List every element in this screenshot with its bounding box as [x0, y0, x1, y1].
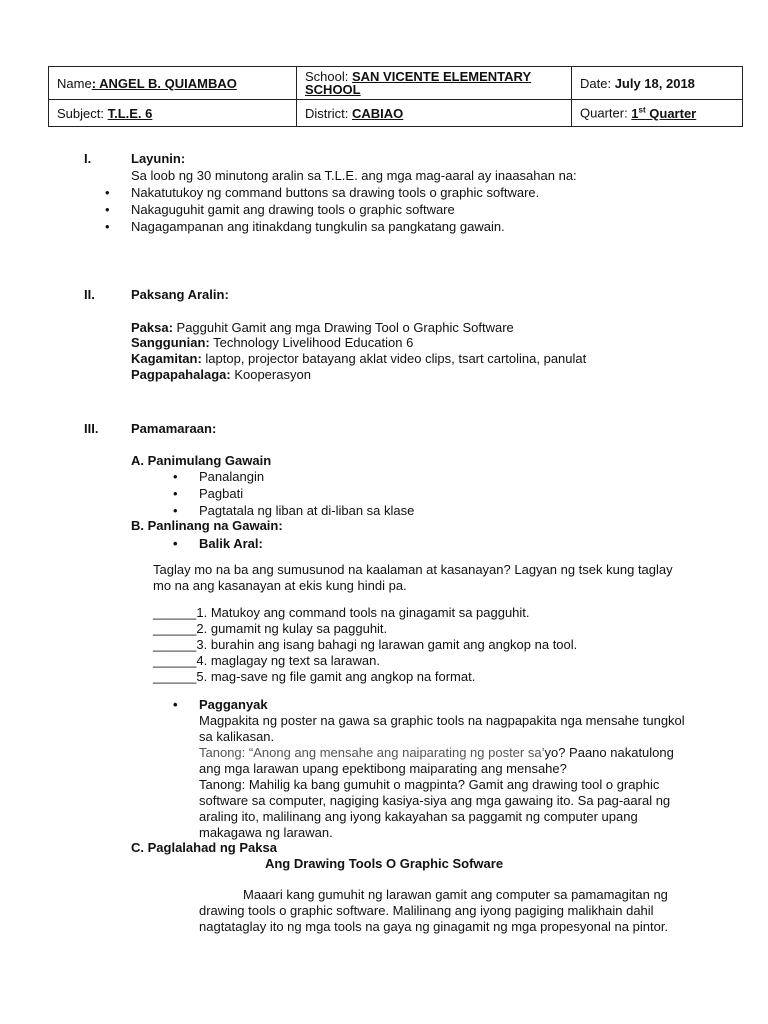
balik-aral: • Balik Aral:	[199, 536, 263, 552]
section1-bullet: • Nagagampanan ang itinakdang tungkulin sa pangkatang gawain.	[131, 219, 505, 235]
header-table	[48, 66, 743, 127]
a-item: • Pagbati	[199, 486, 243, 502]
quarter-cell	[572, 100, 743, 127]
quarter-label: Quarter:	[580, 105, 632, 121]
date-label: Date:	[580, 75, 615, 91]
school-value-line1: SAN VICENTE ELEMENTARY	[351, 69, 532, 84]
name-value: : ANGEL B. QUIAMBAO	[91, 75, 237, 91]
kagamitan-line: Kagamitan: laptop, projector batayang aklat video clips, tsart cartolina, panulat	[131, 351, 587, 366]
subject-cell	[49, 100, 297, 127]
c-para-line: Maaari kang gumuhit ng larawan gamit ang computer sa pamamagitan ng	[243, 887, 668, 902]
pagganyak-line: sa kalikasan.	[199, 729, 275, 744]
section1-bullet: • Nakatutukoy ng command buttons sa drawing tools o graphic software.	[131, 185, 539, 201]
paksa-line: Paksa: Pagguhit Gamit ang mga Drawing Tool o Graphic Software	[131, 320, 514, 335]
a-title: A. Panimulang Gawain	[131, 453, 272, 468]
tanong2-line: Tanong: Mahilig ka bang gumuhit o magpinta? Gamit ang drawing tool o graphic	[199, 777, 660, 792]
district-cell	[297, 100, 572, 127]
pagganyak-title: • Pagganyak	[199, 697, 268, 713]
b-title: B. Panlinang na Gawain:	[131, 518, 283, 533]
subject-value: T.L.E. 6	[107, 105, 153, 121]
district-label: District:	[305, 105, 352, 121]
district-value: CABIAO	[351, 105, 404, 121]
name-cell	[49, 67, 297, 100]
subject-label: Subject:	[57, 105, 108, 121]
tanong2-line: software sa computer, nagiging kasiya-siya ang mga gawaing ito. Sa pag-aaral ng	[199, 793, 671, 808]
date-cell	[572, 67, 743, 100]
section3-numeral: III.	[84, 421, 99, 436]
c-title: C. Paglalahad ng Paksa	[131, 840, 277, 855]
checklist-item: ______4. maglagay ng text sa larawan.	[153, 653, 380, 668]
school-label: School:	[305, 69, 352, 84]
pagpapahalaga-line: Pagpapahalaga: Kooperasyon	[131, 367, 311, 382]
checklist-item: ______1. Matukoy ang command tools na ginagamit sa pagguhit.	[153, 605, 530, 620]
checklist-item: ______5. mag-save ng file gamit ang angkop na format.	[153, 669, 476, 684]
taglay-line: mo na ang kasanayan at ekis kung hindi pa.	[153, 578, 407, 593]
section2-title: Paksang Aralin:	[131, 287, 229, 302]
tanong2-line: araling ito, malilinang ang iyong kakayahan sa paggamit ng computer upang	[199, 809, 638, 824]
section1-numeral: I.	[84, 151, 92, 166]
pagganyak-line: Magpakita ng poster na gawa sa graphic tools na nagpapakita nga mensahe tungkol	[199, 713, 685, 728]
tanong1-line: Tanong: “Anong ang mensahe ang naiparating ng poster sa’yo? Paano nakatulong	[199, 745, 674, 760]
tanong1-line2: ang mga larawan upang epektibong maiparating ang mensahe?	[199, 761, 567, 776]
c-heading: Ang Drawing Tools O Graphic Sofware	[264, 856, 504, 871]
school-cell	[297, 67, 572, 100]
checklist-item: ______3. burahin ang isang bahagi ng larawan gamit ang angkop na tool.	[153, 637, 578, 652]
sanggunian-line: Sanggunian: Technology Livelihood Education 6	[131, 335, 414, 350]
section3-title: Pamamaraan:	[131, 421, 217, 436]
checklist-item: ______2. gumamit ng kulay sa pagguhit.	[153, 621, 388, 636]
quarter-value: 1st Quarter	[631, 105, 697, 121]
section1-intro: Sa loob ng 30 minutong aralin sa T.L.E. ang mga mag-aaral ay inaasahan na:	[131, 168, 577, 183]
c-para-line: drawing tools o graphic software. Malilinang ang iyong pagiging malikhain dahil	[199, 903, 654, 918]
a-item: • Panalangin	[199, 469, 264, 485]
date-value: July 18, 2018	[614, 75, 695, 91]
section1-bullet: • Nakaguguhit gamit ang drawing tools o graphic software	[131, 202, 455, 218]
a-item: • Pagtatala ng liban at di-liban sa klase	[199, 503, 414, 519]
section2-numeral: II.	[84, 287, 95, 302]
tanong2-line: makagawa ng larawan.	[199, 825, 333, 840]
section1-title: Layunin:	[131, 151, 186, 166]
name-label: Name	[57, 75, 92, 91]
taglay-line: Taglay mo na ba ang sumusunod na kaalaman at kasanayan? Lagyan ng tsek kung taglay	[153, 562, 673, 577]
school-value-line2: SCHOOL	[305, 82, 361, 97]
c-para-line: nagtataglay ito ng mga tools na gaya ng ginagamit ng mga propesyonal na pintor.	[199, 919, 669, 934]
